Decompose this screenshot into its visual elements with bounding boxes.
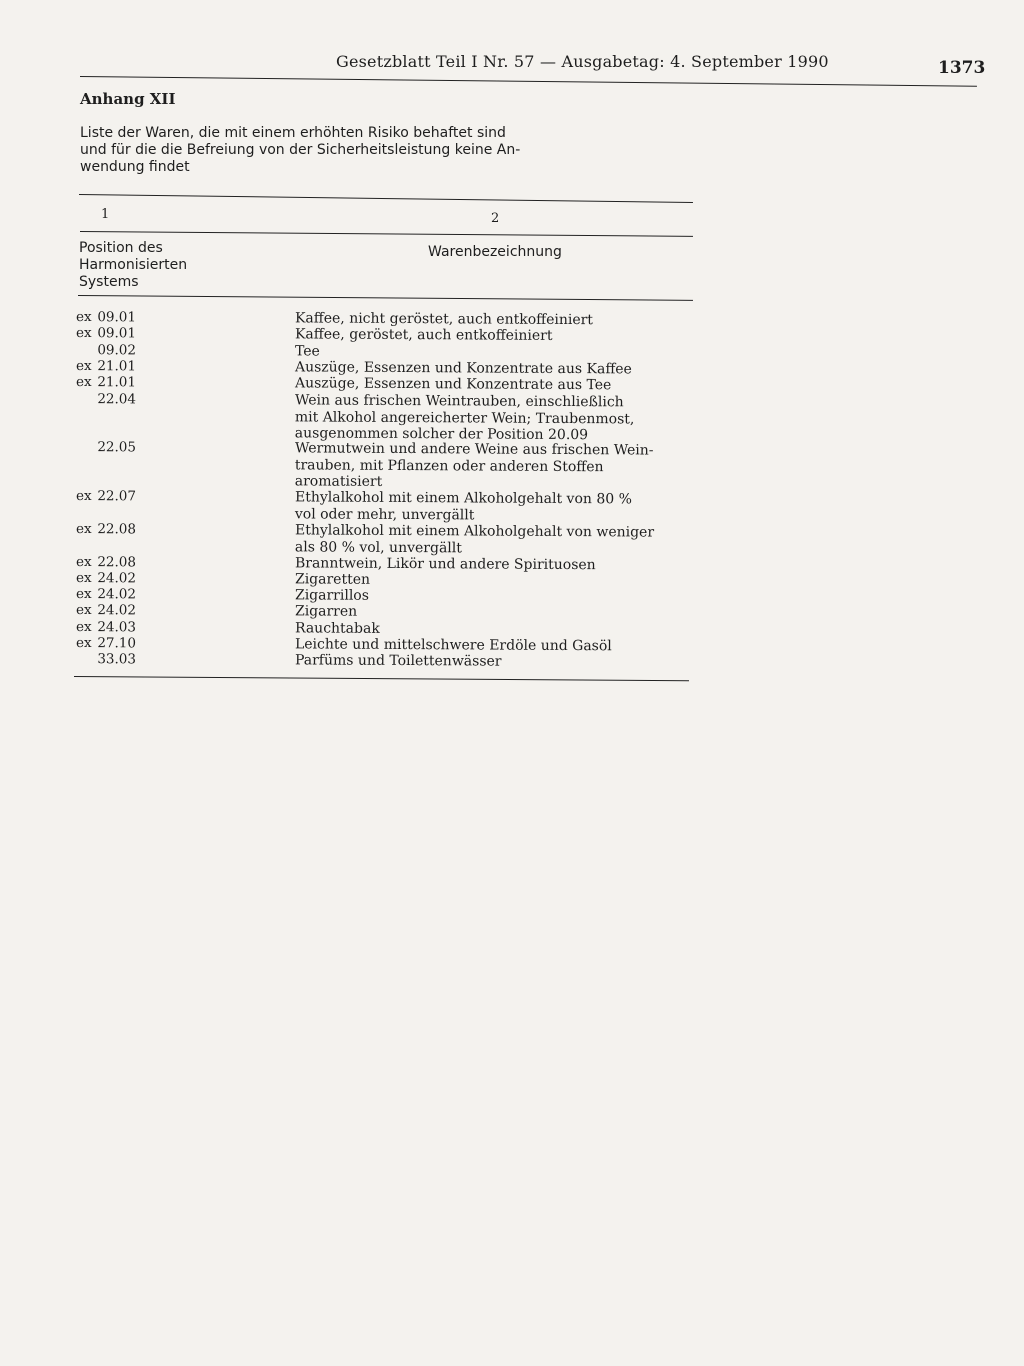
column1-header-line: Position des	[79, 240, 163, 256]
hs-code: 33.03	[97, 651, 137, 668]
hs-code: 21.01	[97, 374, 137, 391]
annex-title: Anhang XII	[80, 90, 176, 108]
goods-description	[295, 392, 635, 444]
goods-description	[295, 555, 596, 573]
goods-description	[295, 490, 632, 525]
hs-code: 22.05	[97, 439, 137, 456]
column-number-rule	[80, 231, 693, 237]
hs-code: 24.03	[97, 618, 137, 636]
goods-description-line: Zigarren	[294, 603, 358, 621]
goods-description-line: trauben, mit Pflanzen oder anderen Stoffen	[294, 457, 604, 476]
goods-description-line: Zigaretten	[294, 571, 371, 588]
goods-description-line: Ethylalkohol mit einem Alkoholgehalt von weniger	[294, 522, 655, 541]
hs-code: 22.07	[97, 488, 137, 505]
goods-description-line: Ethylalkohol mit einem Alkoholgehalt von 80 %	[294, 489, 632, 508]
goods-description-line: Rauchtabak	[294, 620, 380, 637]
hs-code: 21.01	[97, 358, 137, 375]
goods-description	[295, 604, 357, 621]
intro-line: wendung findet	[80, 159, 190, 175]
hs-ex-prefix: ex	[75, 602, 92, 619]
table-row	[74, 439, 694, 491]
page-number: 1373	[938, 58, 986, 78]
goods-description	[295, 343, 320, 360]
goods-description-line: Auszüge, Essenzen und Konzentrate aus Tee	[294, 375, 612, 394]
intro-line: Liste der Waren, die mit einem erhöhten Risiko behaftet sind	[80, 125, 506, 141]
hs-ex-prefix: ex	[75, 357, 92, 374]
column2-header: Warenbezeichnung	[428, 244, 562, 260]
goods-description-line: Kaffee, geröstet, auch entkoffeiniert	[294, 326, 553, 345]
hs-code: 09.02	[97, 341, 137, 358]
goods-description	[295, 587, 369, 604]
goods-description-line: Branntwein, Likör und andere Spirituosen	[294, 554, 596, 573]
hs-code: 09.01	[97, 325, 137, 342]
annex-intro	[80, 125, 525, 176]
goods-description-line: als 80 % vol, unvergällt	[294, 538, 462, 556]
table-row	[74, 390, 694, 443]
goods-description-line: Wein aus frischen Weintrauben, einschließlich	[294, 391, 624, 410]
column1-header-line: Systems	[79, 274, 139, 290]
hs-ex-prefix: ex	[75, 520, 92, 537]
column1-header	[79, 240, 187, 291]
hs-ex-prefix: ex	[75, 553, 92, 570]
table-row	[74, 651, 694, 671]
goods-description-line: Tee	[294, 342, 320, 360]
hs-code: 22.04	[97, 390, 137, 407]
table-row	[74, 488, 694, 524]
hs-code: 22.08	[97, 521, 137, 538]
gazette-header-title: Gesetzblatt Teil I Nr. 57 — Ausgabetag: 4. September 1990	[336, 52, 829, 71]
goods-description	[295, 620, 380, 637]
table-row	[74, 520, 694, 556]
hs-ex-prefix: ex	[75, 618, 92, 635]
goods-description-line: Parfüms und Toilettenwässer	[294, 652, 502, 670]
hs-ex-prefix: ex	[75, 586, 92, 603]
hs-ex-prefix: ex	[75, 374, 92, 391]
table-bottom-rule	[74, 676, 689, 681]
goods-description-line: aromatisiert	[294, 473, 383, 491]
goods-description	[295, 653, 502, 671]
column-number-2: 2	[491, 211, 500, 226]
goods-description-line: mit Alkohol angereicherter Wein; Traubenmost,	[294, 408, 635, 427]
hs-ex-prefix: ex	[75, 325, 92, 342]
hs-code: 24.02	[97, 602, 137, 619]
goods-description-line: Auszüge, Essenzen und Konzentrate aus Kaffee	[294, 359, 632, 378]
intro-line: und für die die Befreiung von der Sicherheitsleistung keine An-	[80, 142, 521, 158]
goods-description-line: vol oder mehr, unvergällt	[294, 506, 475, 524]
goods-description-line: ausgenommen solcher der Position 20.09	[294, 424, 589, 443]
hs-ex-prefix: ex	[75, 309, 92, 326]
column-number-1: 1	[101, 207, 110, 222]
goods-description-line: Leichte und mittelschwere Erdöle und Gasöl	[294, 636, 612, 655]
hs-code: 22.08	[97, 553, 137, 570]
hs-ex-prefix: ex	[75, 488, 92, 505]
table-header-rule	[78, 295, 693, 301]
hs-code: 24.02	[97, 586, 137, 603]
goods-description	[295, 376, 611, 394]
hs-code: 27.10	[97, 635, 137, 652]
goods-description	[295, 327, 553, 345]
goods-description-line: Wermutwein und andere Weine aus frischen Wein-	[294, 440, 654, 459]
hs-ex-prefix: ex	[75, 635, 92, 652]
goods-description	[295, 441, 654, 493]
header-rule	[80, 76, 977, 87]
hs-ex-prefix: ex	[75, 569, 92, 586]
goods-description	[295, 571, 370, 588]
column1-header-line: Harmonisierten	[79, 257, 188, 273]
goods-description	[295, 522, 654, 557]
goods-description-line: Zigarrillos	[294, 587, 369, 604]
goods-description-line: Kaffee, nicht geröstet, auch entkoffeiniert	[294, 310, 594, 329]
table-top-rule	[79, 194, 693, 203]
hs-code: 09.01	[97, 309, 137, 326]
hs-code: 24.02	[97, 569, 137, 587]
